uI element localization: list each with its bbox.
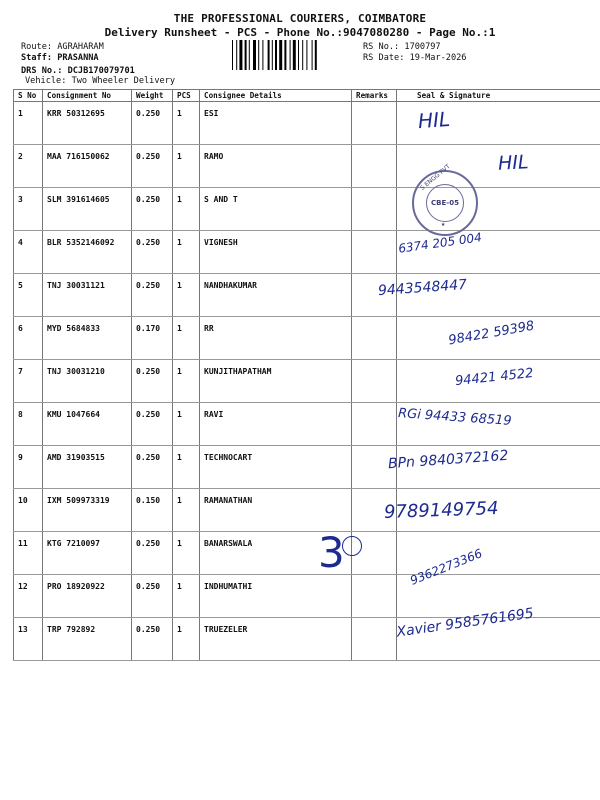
table-row	[14, 489, 600, 532]
cell-weight: 0.250	[132, 360, 173, 403]
cell-consignment: KRR 50312695	[43, 102, 132, 145]
cell-remarks	[352, 618, 397, 661]
cell-sno: 4	[14, 231, 43, 274]
cell-sno: 13	[14, 618, 43, 661]
cell-consignment: MYD 5684833	[43, 317, 132, 360]
cell-consignee: VIGNESH	[200, 231, 352, 274]
header-consignee: Consignee Details	[200, 90, 352, 102]
cell-consignment: KTG 7210097	[43, 532, 132, 575]
signature-8: RGi 94433 68519	[397, 406, 513, 429]
cell-pcs: 1	[173, 532, 200, 575]
cell-sno: 11	[14, 532, 43, 575]
signature-13: Xavier 9585761695	[395, 605, 535, 641]
cell-pcs: 1	[173, 317, 200, 360]
cell-sno: 7	[14, 360, 43, 403]
cell-pcs: 1	[173, 403, 200, 446]
cell-consignee: RAMO	[200, 145, 352, 188]
cell-remarks	[352, 575, 397, 618]
rs-date-label: RS Date: 19-Mar-2026	[363, 53, 467, 63]
cell-weight: 0.150	[132, 489, 173, 532]
seal-center-text: CBE-05	[431, 199, 459, 207]
rs-no-label: RS No.: 1700797	[363, 42, 441, 52]
cell-consignment: TRP 792892	[43, 618, 132, 661]
cell-pcs: 1	[173, 575, 200, 618]
table-header-row	[14, 90, 600, 102]
cell-remarks	[352, 231, 397, 274]
cell-sno: 3	[14, 188, 43, 231]
cell-weight: 0.250	[132, 618, 173, 661]
cell-consignee: RAVI	[200, 403, 352, 446]
cell-consignment: MAA 716150062	[43, 145, 132, 188]
header-seal-signature: Seal & Signature	[397, 90, 600, 102]
cell-remarks	[352, 188, 397, 231]
cell-weight: 0.250	[132, 231, 173, 274]
cell-consignment: AMD 31903515	[43, 446, 132, 489]
cell-pcs: 1	[173, 188, 200, 231]
cell-pcs: 1	[173, 231, 200, 274]
header-consignment: Consignment No	[43, 90, 132, 102]
cell-consignee: TECHNOCART	[200, 446, 352, 489]
cell-weight: 0.250	[132, 145, 173, 188]
table-row	[14, 446, 600, 489]
cell-remarks	[352, 317, 397, 360]
cell-consignment: KMU 1047664	[43, 403, 132, 446]
cell-consignee: TRUEZELER	[200, 618, 352, 661]
cell-remarks	[352, 102, 397, 145]
drs-label: DRS No.: DCJB170079701	[21, 66, 135, 76]
cell-consignee: RR	[200, 317, 352, 360]
vehicle-label: Vehicle: Two Wheeler Delivery	[25, 76, 176, 86]
cell-weight: 0.250	[132, 446, 173, 489]
remark-circle	[342, 536, 362, 556]
table-row	[14, 403, 600, 446]
cell-consignee: KUNJITHAPATHAM	[200, 360, 352, 403]
cell-weight: 0.250	[132, 532, 173, 575]
table-row	[14, 102, 600, 145]
cell-sno: 5	[14, 274, 43, 317]
cell-consignment: PRO 18920922	[43, 575, 132, 618]
table-row	[14, 532, 600, 575]
signature-7: 94421 4522	[454, 365, 535, 390]
staff-label: Staff: PRASANNA	[21, 53, 99, 63]
star-icon: ★	[441, 220, 446, 228]
signature-12: 9362273366	[408, 546, 485, 588]
company-seal-stamp	[412, 163, 478, 236]
signature-9: BPn 9840372162	[387, 447, 509, 473]
cell-consignee: S AND T	[200, 188, 352, 231]
cell-sno: 8	[14, 403, 43, 446]
signature-1: HIL	[417, 106, 451, 134]
cell-pcs: 1	[173, 446, 200, 489]
signature-6: 98422 59398	[447, 318, 536, 349]
cell-weight: 0.250	[132, 102, 173, 145]
cell-consignment: TNJ 30031121	[43, 274, 132, 317]
cell-sno: 1	[14, 102, 43, 145]
cell-consignment: BLR 5352146092	[43, 231, 132, 274]
cell-remarks	[352, 403, 397, 446]
cell-sno: 9	[14, 446, 43, 489]
company-title: THE PROFESSIONAL COURIERS, COIMBATORE	[173, 12, 427, 25]
cell-pcs: 1	[173, 274, 200, 317]
cell-pcs: 1	[173, 618, 200, 661]
cell-remarks	[352, 145, 397, 188]
barcode	[232, 40, 357, 70]
cell-consignment: TNJ 30031210	[43, 360, 132, 403]
cell-pcs: 1	[173, 145, 200, 188]
header-weight: Weight	[132, 90, 173, 102]
cell-weight: 0.250	[132, 575, 173, 618]
cell-remarks	[352, 360, 397, 403]
cell-consignee: INDHUMATHI	[200, 575, 352, 618]
cell-sno: 10	[14, 489, 43, 532]
cell-weight: 0.250	[132, 188, 173, 231]
header-sno: S No	[14, 90, 43, 102]
signature-2: HIL	[497, 151, 530, 175]
runsheet-subtitle: Delivery Runsheet - PCS - Phone No.:9047080280 - Page No.:1	[104, 26, 496, 39]
cell-consignee: RAMANATHAN	[200, 489, 352, 532]
cell-pcs: 1	[173, 102, 200, 145]
cell-sno: 2	[14, 145, 43, 188]
cell-weight: 0.170	[132, 317, 173, 360]
table-row	[14, 231, 600, 274]
cell-consignee: NANDHAKUMAR	[200, 274, 352, 317]
seal-ring-text: S ENGG PVT	[419, 163, 452, 192]
signature-10: 9789149754	[383, 498, 499, 523]
header-remarks: Remarks	[352, 90, 397, 102]
cell-pcs: 1	[173, 489, 200, 532]
seal-center	[426, 184, 464, 222]
route-label: Route: AGRAHARAM	[21, 42, 104, 52]
cell-consignee: BANARSWALA	[200, 532, 352, 575]
remark-mark: 3	[318, 528, 345, 577]
cell-sno: 12	[14, 575, 43, 618]
cell-weight: 0.250	[132, 274, 173, 317]
table-row	[14, 188, 600, 231]
cell-sno: 6	[14, 317, 43, 360]
cell-consignment: IXM 509973319	[43, 489, 132, 532]
cell-pcs: 1	[173, 360, 200, 403]
signature-4: 6374 205 004	[397, 230, 483, 256]
cell-consignment: SLM 391614605	[43, 188, 132, 231]
cell-consignee: ESI	[200, 102, 352, 145]
cell-weight: 0.250	[132, 403, 173, 446]
signature-5: 9443548447	[377, 276, 468, 300]
table-row	[14, 274, 600, 317]
header-pcs: PCS	[173, 90, 200, 102]
